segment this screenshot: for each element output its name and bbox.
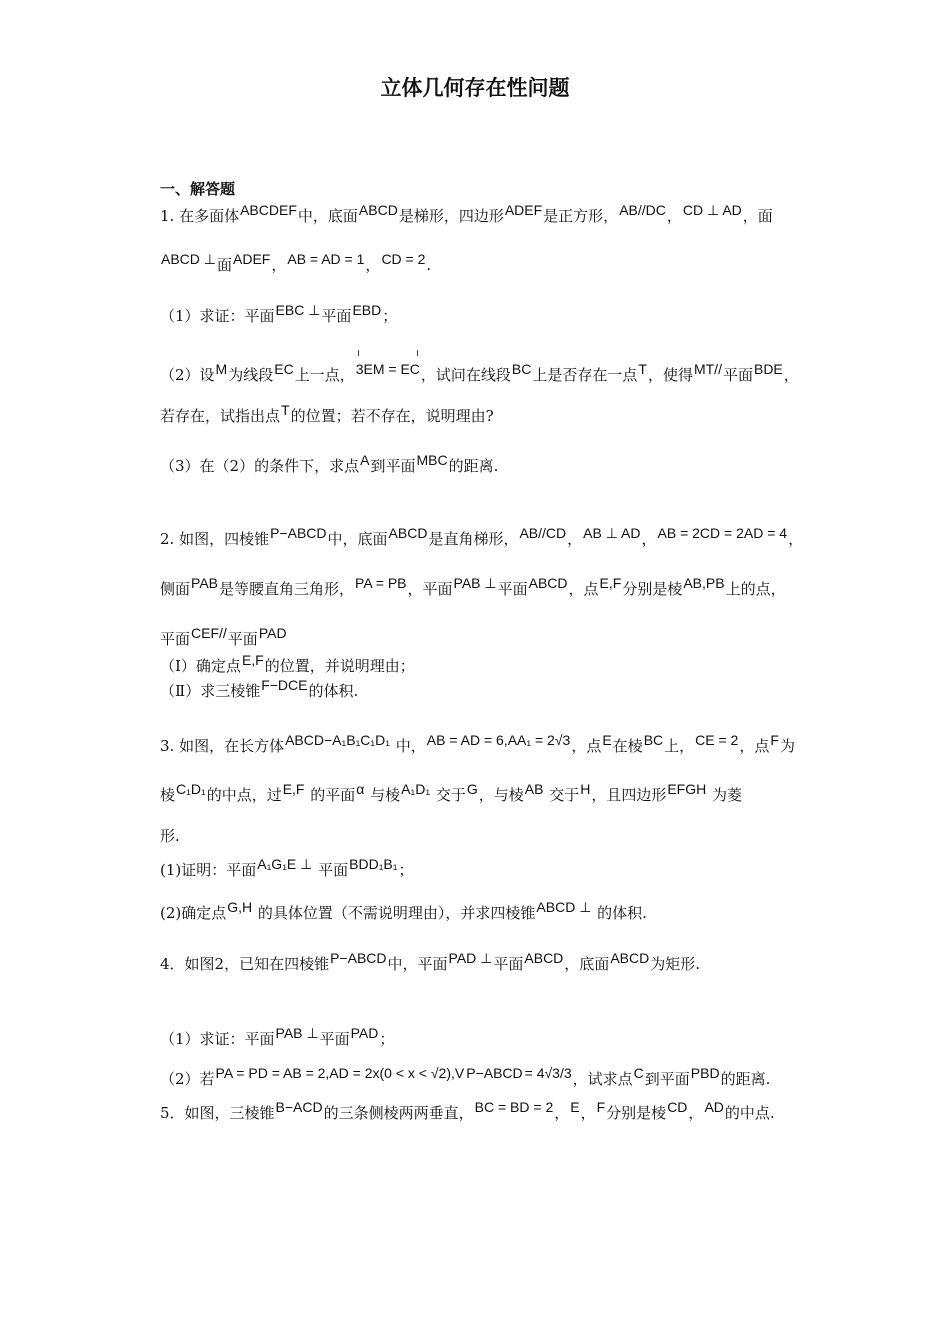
math-run: C [633, 1065, 644, 1081]
text-run: (2)确定点 [160, 904, 227, 922]
text-run: 4．如图2，已知在四棱锥 [160, 955, 330, 973]
text-run: 为 [779, 737, 795, 755]
text-line [160, 525, 810, 550]
text-run: 形. [160, 827, 180, 845]
text-run: ， [783, 366, 799, 384]
text-run: ，面 [742, 207, 773, 225]
text-run: 的具体位置（不需说明理由），并求四棱锥 [253, 904, 536, 922]
math-run: PAB [191, 575, 218, 591]
math-run: F [596, 1099, 606, 1115]
math-run: BC [643, 732, 664, 748]
math-run: G [466, 781, 478, 797]
text-run: 的平面 [305, 786, 356, 804]
math-run: AB//CD [519, 525, 567, 541]
math-run: F−DCE [261, 677, 308, 693]
text-run: （Ⅱ）求三棱锥 [160, 682, 261, 700]
text-run: 的中点. [724, 1104, 775, 1122]
text-run: 上， [664, 737, 695, 755]
text-run: ，点 [571, 737, 602, 755]
text-run: ，且四边形 [591, 786, 667, 804]
text-line [160, 856, 810, 881]
text-line [160, 575, 810, 600]
text-run: 交于 [544, 786, 580, 804]
math-run: PAD [350, 1025, 379, 1041]
math-run: PAD ⊥ [448, 950, 493, 966]
text-run: 是正方形， [543, 207, 619, 225]
text-run: 棱 [160, 786, 176, 804]
text-run: 的三条侧棱两两垂直， [323, 1104, 474, 1122]
text-run: ， [641, 530, 657, 548]
math-run: ABCD [358, 202, 398, 218]
text-run: ， [365, 256, 381, 274]
math-run: P−ABCD [270, 525, 327, 541]
math-run: PAB ⊥ [275, 1025, 319, 1041]
text-run: （2）若 [160, 1070, 215, 1088]
text-run: (1)证明：平面 [160, 861, 257, 879]
math-run: E,F [282, 781, 305, 797]
math-run: ABCD ⊥ [536, 899, 592, 915]
math-run: T [281, 402, 290, 418]
text-line [160, 677, 810, 702]
math-run: P−ABCD [330, 950, 387, 966]
math-run: EBD [352, 302, 382, 318]
math-run: AB//DC [619, 202, 666, 218]
text-run: 为矩形. [650, 955, 700, 973]
math-run: MT// [693, 361, 722, 377]
math-run: E [602, 732, 612, 748]
text-run: 为菱 [707, 786, 743, 804]
text-run: 平面 [160, 630, 191, 648]
math-run: BDD₁B₁ [349, 856, 398, 872]
text-run: （1）求证：平面 [160, 307, 275, 325]
text-run: 的中点，过 [206, 786, 282, 804]
text-line [160, 1065, 810, 1090]
text-run: 平面 [321, 307, 352, 325]
math-run: A [360, 452, 370, 468]
document-title: 立体几何存在性问题 [380, 76, 570, 100]
math-run: AB = AD = 6,AA₁ = 2√3 [426, 732, 571, 748]
math-run: = 4√3/3 [524, 1065, 572, 1081]
text-line [160, 302, 810, 327]
text-run: 中， [390, 737, 426, 755]
text-run: 2. 如图，四棱锥 [160, 530, 270, 548]
text-run: 平面 [313, 861, 349, 879]
text-line [160, 361, 810, 386]
math-run: H [580, 781, 591, 797]
text-run: ， [567, 530, 583, 548]
math-run: AB [524, 781, 544, 797]
text-run: ， [554, 1104, 570, 1122]
math-run: AB = 2CD = 2AD = 4 [657, 525, 788, 541]
math-run: CD ⊥ AD [682, 202, 742, 218]
text-run: （Ⅰ）确定点 [160, 657, 241, 675]
math-run: ABCD [524, 950, 564, 966]
text-run: 到平面 [370, 457, 416, 475]
text-run: 平面 [493, 955, 524, 973]
text-run: 的体积. [308, 682, 359, 700]
text-line [160, 402, 810, 427]
text-run: 5．如图，三棱锥 [160, 1104, 275, 1122]
text-run: 的体积. [592, 904, 647, 922]
text-run: ， [688, 1104, 704, 1122]
math-run: AB,PB [683, 575, 725, 591]
text-run: ，底面 [564, 955, 610, 973]
text-run: ， [788, 530, 804, 548]
text-line [160, 732, 810, 757]
math-run: ABCD [610, 950, 650, 966]
text-run: 的位置；若不存在，说明理由? [290, 407, 494, 425]
math-run: E,F [599, 575, 622, 591]
text-run: ，试求点 [572, 1070, 633, 1088]
text-run: 平面 [722, 366, 753, 384]
math-run: MBC [416, 452, 448, 468]
text-run: 平面 [497, 580, 528, 598]
text-run: 中，平面 [387, 955, 448, 973]
math-run: C₁D₁ [176, 781, 206, 797]
math-run: CE = 2 [695, 732, 739, 748]
math-run: ABCD [388, 525, 428, 541]
text-line [160, 652, 810, 677]
math-run: G,H [227, 899, 253, 915]
text-run: ，使得 [647, 366, 693, 384]
text-run: 上的点， [725, 580, 786, 598]
text-run: ，与棱 [478, 786, 524, 804]
math-run: F [770, 732, 779, 748]
text-run: 交于 [431, 786, 466, 804]
text-run: ，点 [568, 580, 599, 598]
text-line [160, 781, 810, 806]
text-run: （1）求证：平面 [160, 1030, 275, 1048]
text-run: ； [382, 307, 398, 325]
text-run: 的距离. [448, 457, 499, 475]
text-run: 3. 如图，在长方体 [160, 737, 285, 755]
math-run: EFGH [667, 781, 707, 797]
text-run: ， [271, 256, 287, 274]
text-line [160, 825, 810, 847]
text-line [160, 251, 810, 276]
math-run: PAB ⊥ [453, 575, 497, 591]
text-run: ，试问在线段 [420, 366, 511, 384]
text-run: ， [666, 207, 682, 225]
math-run: ABCD−A₁B₁C₁D₁ [285, 732, 390, 748]
text-line [160, 899, 810, 924]
math-run: A₁D₁ [401, 781, 431, 797]
text-line [160, 202, 810, 227]
math-run: A₁G₁E ⊥ [257, 856, 313, 872]
text-run: . [426, 256, 432, 274]
math-run: E,F [241, 652, 264, 668]
text-line [160, 950, 810, 975]
math-run: PBD [690, 1065, 720, 1081]
math-run: AB ⊥ AD [583, 525, 641, 541]
text-run: 到平面 [644, 1070, 690, 1088]
text-line [160, 452, 810, 477]
text-run: 一、解答题 [160, 180, 236, 198]
math-run: PA = PB [355, 575, 407, 591]
text-line [160, 1025, 810, 1050]
math-run: ABCD ⊥ [161, 251, 216, 267]
math-run: PA = PD = AB = 2,AD = 2x(0 < x < √2),V [215, 1065, 465, 1081]
math-run: EBC ⊥ [275, 302, 321, 318]
text-run: 的距离. [720, 1070, 771, 1088]
text-run: 是梯形，四边形 [398, 207, 504, 225]
math-run: PAD [258, 625, 287, 641]
text-run: 为线段 [228, 366, 274, 384]
text-run: 是等腰直角三角形， [219, 580, 355, 598]
text-run: ，点 [739, 737, 770, 755]
text-line [160, 625, 810, 650]
text-run: （2）设 [160, 366, 215, 384]
text-run: ，平面 [407, 580, 453, 598]
math-run: AB = AD = 1 [287, 251, 365, 267]
text-run: ； [398, 861, 414, 879]
math-run: BC [511, 361, 532, 377]
text-run: 面 [216, 256, 232, 274]
text-line [160, 178, 810, 200]
math-run: B−ACD [275, 1099, 323, 1115]
text-run: 上一点， [294, 366, 355, 384]
text-run: ； [379, 1030, 395, 1048]
text-run: 在棱 [612, 737, 643, 755]
math-run: BDE [753, 361, 783, 377]
text-run: ， [580, 1104, 596, 1122]
math-run: ABCDEF [240, 202, 297, 218]
math-run: ABCD [528, 575, 568, 591]
math-run: CD = 2 [381, 251, 426, 267]
text-run: 中，底面 [327, 530, 388, 548]
text-run: 平面 [319, 1030, 350, 1048]
math-run: 3EM = EC [356, 358, 420, 380]
text-run: 中，底面 [297, 207, 358, 225]
text-run: 侧面 [160, 580, 191, 598]
math-run: P−ABCD [466, 1065, 523, 1081]
math-run: BC = BD = 2 [474, 1099, 554, 1115]
text-run: 1. 在多面体 [160, 207, 240, 225]
math-run: CD [667, 1099, 688, 1115]
text-run: 是直角梯形， [428, 530, 519, 548]
text-run: 上是否存在一点 [532, 366, 638, 384]
math-run: ADEF [504, 202, 543, 218]
text-line [160, 1099, 810, 1124]
math-run: EC [274, 361, 294, 377]
math-run: ADEF [233, 251, 271, 267]
text-run: 若存在，试指出点 [160, 407, 281, 425]
math-run: E [570, 1099, 580, 1115]
text-run: 分别是棱 [622, 580, 683, 598]
math-run: T [638, 361, 647, 377]
text-run: 平面 [227, 630, 258, 648]
text-run: 的位置，并说明理由； [264, 657, 415, 675]
math-run: M [215, 361, 228, 377]
math-run: CEF// [191, 625, 227, 641]
math-run: AD [704, 1099, 724, 1115]
text-run: 与棱 [365, 786, 401, 804]
text-run: 分别是棱 [606, 1104, 667, 1122]
text-run: （3）在（2）的条件下，求点 [160, 457, 360, 475]
math-run: α [356, 781, 365, 797]
